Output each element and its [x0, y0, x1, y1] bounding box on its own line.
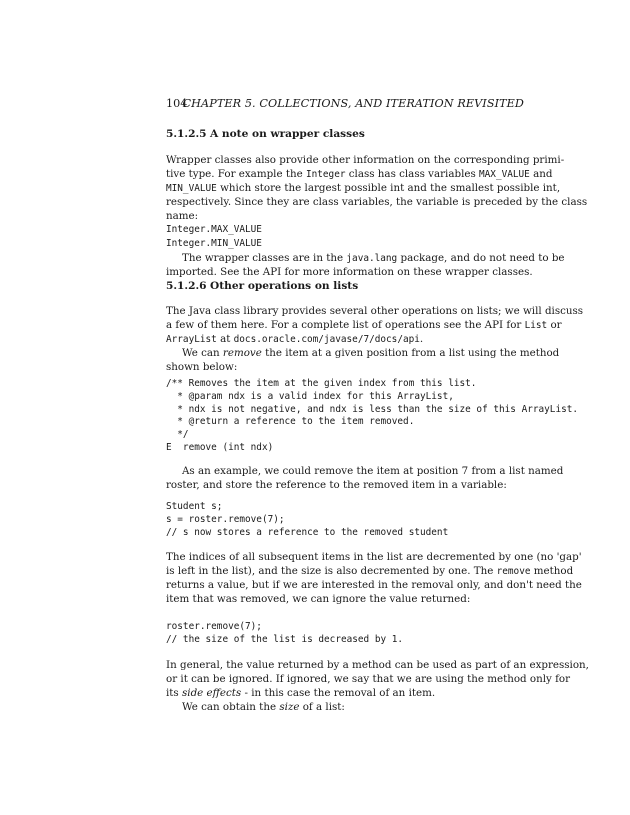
section-number: 5.1.2.6 [166, 280, 207, 292]
paragraph-remove-example [166, 464, 564, 492]
code-block-remove-example: Student s; s = roster.remove(7); // s now stores a reference to the removed student [166, 501, 449, 538]
paragraph-indices [166, 550, 582, 606]
text-line: In general, the value returned by a method can be used as part of an expression, [166, 659, 589, 671]
inline-code: remove [496, 566, 531, 577]
section-title: Other operations on lists [210, 280, 359, 292]
inline-code: MIN_VALUE [166, 183, 217, 194]
section-heading-list-operations [166, 280, 358, 292]
text-line: its side effects - in this case the removal of an item. [166, 687, 436, 699]
text-line: The Java class library provides several other operations on lists; we will discuss [166, 305, 584, 317]
code-block-ignore-return: roster.remove(7); // the size of the list is decreased by 1. [166, 621, 404, 645]
text-line: Wrapper classes also provide other information on the corresponding primi- [166, 154, 565, 166]
text-line: tive type. For example the Integer class has class variables MAX_VALUE and [166, 168, 553, 180]
text-line: The indices of all subsequent items in the list are decremented by one (no 'gap' [166, 551, 582, 563]
text-line: roster, and store the reference to the removed item in a variable: [166, 479, 507, 491]
code-line: Integer.MIN_VALUE [166, 238, 262, 249]
text-line: shown below: [166, 361, 238, 373]
text-line: is left in the list), and the size is also decremented by one. The remove method [166, 565, 574, 577]
page-number: 104 [166, 97, 188, 110]
text-line: The wrapper classes are in the java.lang package, and do not need to be [182, 252, 565, 264]
inline-code: List [524, 320, 548, 331]
code-line: Integer.MAX_VALUE [166, 224, 262, 235]
inline-code: ArrayList [166, 334, 217, 345]
api-url: docs.oracle.com/javase/7/docs/api [233, 334, 420, 345]
text-line: We can obtain the size of a list: [182, 701, 345, 713]
section-heading-wrapper-classes [166, 128, 365, 140]
text-line: respectively. Since they are class variables, the variable is preceded by the class [166, 196, 588, 208]
text-line: name: [166, 210, 199, 222]
text-line: ArrayList at docs.oracle.com/javase/7/docs/api. [166, 333, 424, 345]
text-line: a few of them here. For a complete list of operations see the API for List or [166, 319, 562, 331]
paragraph-side-effects [166, 658, 589, 714]
inline-code: MAX_VALUE [479, 169, 530, 180]
text-line: As an example, we could remove the item at position 7 from a list named [182, 465, 564, 477]
paragraph-wrapper-intro [166, 153, 588, 279]
section-number: 5.1.2.5 [166, 128, 207, 140]
text-line: returns a value, but if we are interested in the removal only, and don't need the [166, 579, 582, 591]
text-line: item that was removed, we can ignore the value returned: [166, 593, 471, 605]
paragraph-list-operations [166, 304, 584, 374]
section-title: A note on wrapper classes [210, 128, 365, 140]
text-line: or it can be ignored. If ignored, we say that we are using the method only for [166, 673, 571, 685]
inline-code: Integer [305, 169, 346, 180]
inline-code: java.lang [346, 253, 398, 264]
text-line: imported. See the API for more information on these wrapper classes. [166, 266, 533, 278]
text-line: We can remove the item at a given position from a list using the method [182, 347, 560, 359]
text-line: MIN_VALUE which store the largest possible int and the smallest possible int, [166, 182, 561, 194]
code-block-remove-signature: /** Removes the item at the given index from this list. * @param ndx is a valid index for this ArrayList, * ndx is not negative, and ndx is less than the size of this ArrayList. * @return a reference to the item removed. */ E remove (int ndx) [166, 378, 579, 453]
chapter-title: CHAPTER 5. COLLECTIONS, AND ITERATION REVISITED [182, 97, 524, 110]
